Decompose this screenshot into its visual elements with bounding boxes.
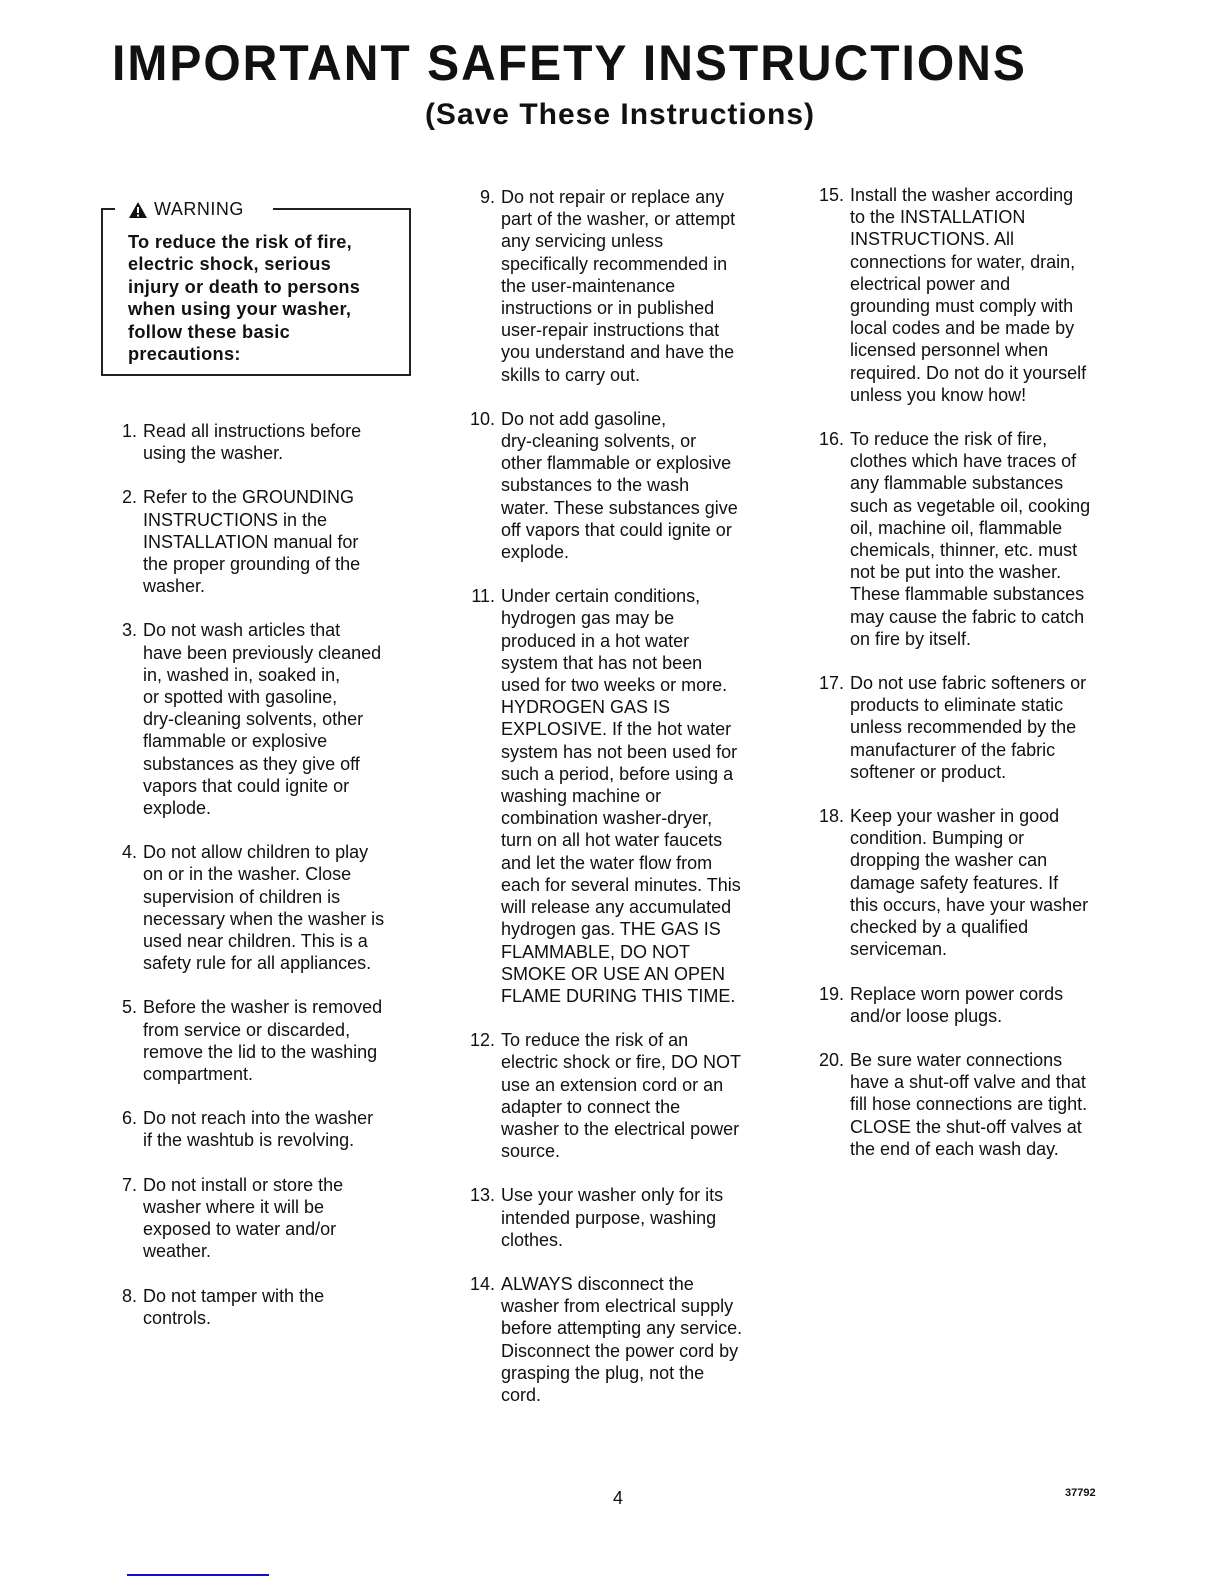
instruction-line: softener or product. <box>850 761 1007 782</box>
instruction-line: Do not reach into the washer <box>143 1108 374 1129</box>
instruction-line: hydrogen gas. THE GAS IS <box>501 919 721 940</box>
warning-triangle-icon <box>128 201 148 219</box>
instruction-line: grasping the plug, not the <box>501 1362 705 1383</box>
warning-line: To reduce the risk of fire, <box>128 232 353 252</box>
page-title: IMPORTANT SAFETY INSTRUCTIONS <box>112 35 1027 92</box>
instruction-line: remove the lid to the washing <box>143 1041 378 1062</box>
instruction-line: water. These substances give <box>501 497 738 518</box>
instruction-line: INSTRUCTIONS in the <box>143 509 328 530</box>
instruction-line: using the washer. <box>143 443 284 464</box>
instruction-line: washer from electrical supply <box>501 1296 734 1317</box>
instruction-line: INSTRUCTIONS. All <box>850 229 1015 250</box>
footer-rule <box>127 1574 269 1576</box>
instruction-number: 13. <box>469 1185 495 1206</box>
instruction-line: Use your washer only for its <box>501 1185 724 1206</box>
instruction-line: explode. <box>501 542 570 563</box>
instruction-line: substances as they give off <box>143 753 360 774</box>
instruction-number: 12. <box>469 1030 495 1051</box>
instruction-line: INSTALLATION manual for <box>143 531 359 552</box>
instruction-line: any servicing unless <box>501 231 664 252</box>
instruction-item <box>807 805 1127 960</box>
instruction-number: 2. <box>121 487 137 508</box>
instruction-line: Install the washer according <box>850 185 1074 205</box>
instruction-line: skills to carry out. <box>501 364 641 385</box>
instruction-line: weather. <box>143 1241 212 1262</box>
instruction-line: hydrogen gas may be <box>501 608 675 629</box>
warning-box-top-right-rule <box>273 208 411 210</box>
instruction-number: 5. <box>121 997 137 1018</box>
warning-line: when using your washer, <box>128 299 352 320</box>
instruction-line: have a shut-off valve and that <box>850 1072 1086 1093</box>
instruction-item <box>807 184 1127 406</box>
instruction-line: To reduce the risk of fire, <box>850 429 1048 450</box>
instruction-number: 8. <box>121 1285 137 1306</box>
instruction-line: products to eliminate static <box>850 695 1064 716</box>
instruction-line: washer where it will be <box>143 1196 325 1217</box>
instruction-text <box>143 1285 430 1329</box>
instruction-item <box>458 408 788 563</box>
instruction-line: FLAME DURING THIS TIME. <box>501 985 736 1006</box>
instruction-line: dropping the washer can <box>850 850 1048 871</box>
instruction-line: turn on all hot water faucets <box>501 830 723 851</box>
instruction-line: electric shock or fire, DO NOT <box>501 1052 742 1073</box>
instruction-text <box>143 1174 430 1263</box>
instruction-line: will release any accumulated <box>501 897 732 918</box>
instructions-column-2 <box>458 186 788 1428</box>
instruction-line: grounding must comply with <box>850 296 1074 317</box>
instruction-line: may cause the fabric to catch <box>850 606 1085 627</box>
instruction-number: 6. <box>121 1108 137 1129</box>
instruction-text <box>143 841 430 974</box>
instruction-text <box>501 408 788 563</box>
instruction-text <box>850 672 1127 783</box>
instruction-item <box>807 672 1127 783</box>
instruction-line: dry-cleaning solvents, other <box>143 709 364 730</box>
instruction-text <box>501 1273 788 1406</box>
instruction-item <box>110 619 430 819</box>
instruction-line: local codes and be made by <box>850 318 1075 339</box>
instruction-line: ALWAYS disconnect the <box>501 1273 694 1294</box>
instruction-line: required. Do not do it yourself <box>850 362 1087 383</box>
instruction-item <box>110 420 430 464</box>
instruction-line: licensed personnel when <box>850 340 1049 361</box>
instruction-item <box>110 996 430 1085</box>
instruction-text <box>143 1107 430 1151</box>
page-subtitle: (Save These Instructions) <box>424 98 816 131</box>
instruction-line: substances to the wash <box>501 475 690 496</box>
instruction-line: off vapors that could ignite or <box>501 519 732 540</box>
instruction-item <box>458 585 788 1007</box>
instruction-line: oil, machine oil, flammable <box>850 517 1063 538</box>
instruction-number: 14. <box>469 1273 495 1294</box>
instruction-line: Do not allow children to play <box>143 842 369 863</box>
instruction-item <box>110 841 430 974</box>
instruction-text <box>501 1184 788 1251</box>
instruction-line: this occurs, have your washer <box>850 894 1089 915</box>
instruction-line: source. <box>501 1141 561 1162</box>
instruction-item <box>807 1049 1127 1160</box>
instruction-number: 15. <box>818 185 844 205</box>
instructions-column-3 <box>807 184 1127 1182</box>
instruction-line: each for several minutes. This <box>501 874 741 895</box>
instruction-item <box>110 1285 430 1329</box>
instruction-line: Under certain conditions, <box>501 586 701 607</box>
instruction-text <box>501 186 788 386</box>
instruction-line: have been previously cleaned <box>143 642 382 663</box>
instruction-text <box>501 1029 788 1162</box>
instruction-line: system that has not been <box>501 652 703 673</box>
instruction-line: the proper grounding of the <box>143 554 361 575</box>
instruction-line: vapors that could ignite or <box>143 775 350 796</box>
warning-line: electric shock, serious <box>128 254 332 275</box>
instruction-line: Before the washer is removed <box>143 997 383 1018</box>
instruction-text <box>143 420 430 464</box>
instruction-line: checked by a qualified <box>850 917 1029 938</box>
instruction-line: intended purpose, washing <box>501 1207 717 1228</box>
instruction-line: damage safety features. If <box>850 872 1059 893</box>
instruction-line: Disconnect the power cord by <box>501 1340 739 1361</box>
instruction-line: condition. Bumping or <box>850 828 1025 849</box>
instruction-item <box>110 1107 430 1151</box>
instruction-text <box>850 428 1127 650</box>
instruction-line: you understand and have the <box>501 342 735 363</box>
warning-label: WARNING <box>154 199 244 219</box>
instruction-text <box>850 983 1127 1027</box>
instruction-line: part of the washer, or attempt <box>501 209 736 230</box>
instruction-line: instructions or in published <box>501 298 715 319</box>
warning-text <box>128 231 403 365</box>
warning-line: follow these basic <box>128 321 291 342</box>
instruction-line: or spotted with gasoline, <box>143 687 338 708</box>
instruction-number: 3. <box>121 620 137 641</box>
instruction-line: such as vegetable oil, cooking <box>850 495 1091 516</box>
instruction-line: Be sure water connections <box>850 1049 1063 1070</box>
instruction-number: 17. <box>818 673 844 694</box>
instruction-line: necessary when the washer is <box>143 908 385 929</box>
instruction-line: Do not use fabric softeners or <box>850 673 1087 694</box>
warning-line: injury or death to persons <box>128 276 361 297</box>
instruction-line: connections for water, drain, <box>850 251 1076 272</box>
instruction-line: explode. <box>143 798 212 819</box>
instruction-line: Do not repair or replace any <box>501 187 725 207</box>
instruction-line: supervision of children is <box>143 886 341 907</box>
instruction-line: These flammable substances <box>850 584 1085 605</box>
instruction-line: manufacturer of the fabric <box>850 739 1056 760</box>
instruction-item <box>807 428 1127 650</box>
instruction-line: Do not tamper with the <box>143 1285 325 1306</box>
instruction-line: other flammable or explosive <box>501 453 732 474</box>
warning-line: precautions: <box>128 344 241 365</box>
instruction-text <box>850 184 1127 406</box>
instruction-line: safety rule for all appliances. <box>143 953 372 974</box>
instructions-column-1 <box>110 420 430 1351</box>
instruction-text <box>850 1049 1127 1160</box>
instruction-line: from service or discarded, <box>143 1019 351 1040</box>
instruction-line: washer. <box>143 576 206 597</box>
instruction-line: not be put into the washer. <box>850 562 1062 583</box>
instruction-line: HYDROGEN GAS IS <box>501 697 671 718</box>
instruction-line: the end of each wash day. <box>850 1138 1059 1159</box>
instruction-number: 16. <box>818 429 844 450</box>
instruction-line: chemicals, thinner, etc. must <box>850 540 1078 561</box>
instruction-line: washer to the electrical power <box>501 1118 740 1139</box>
instruction-line: before attempting any service. <box>501 1318 743 1339</box>
instruction-item <box>458 1184 788 1251</box>
instruction-line: SMOKE OR USE AN OPEN <box>501 963 726 984</box>
instruction-line: the user-maintenance <box>501 275 676 296</box>
instruction-line: in, washed in, soaked in, <box>143 664 341 685</box>
instruction-line: serviceman. <box>850 939 948 960</box>
instruction-line: and/or loose plugs. <box>850 1005 1003 1026</box>
instruction-item <box>458 1029 788 1162</box>
instruction-line: exposed to water and/or <box>143 1219 337 1240</box>
instruction-line: system has not been used for <box>501 741 738 762</box>
instruction-number: 4. <box>121 842 137 863</box>
instruction-number: 20. <box>818 1049 844 1070</box>
instruction-line: Do not add gasoline, <box>501 408 667 429</box>
instruction-text <box>501 585 788 1007</box>
instruction-line: user-repair instructions that <box>501 320 720 341</box>
instruction-line: cord. <box>501 1384 542 1405</box>
instruction-line: electrical power and <box>850 273 1011 294</box>
instruction-line: adapter to connect the <box>501 1096 681 1117</box>
instruction-line: controls. <box>143 1307 212 1328</box>
instruction-line: Replace worn power cords <box>850 983 1064 1004</box>
instruction-number: 19. <box>818 983 844 1004</box>
instruction-line: use an extension cord or an <box>501 1074 724 1095</box>
instruction-number: 1. <box>121 421 137 441</box>
instruction-number: 11. <box>471 586 495 607</box>
instruction-text <box>850 805 1127 960</box>
instruction-line: any flammable substances <box>850 473 1064 494</box>
instruction-line: on or in the washer. Close <box>143 864 352 885</box>
instruction-line: if the washtub is revolving. <box>143 1130 355 1151</box>
warning-heading <box>128 199 244 220</box>
instruction-line: Do not wash articles that <box>143 620 341 641</box>
instruction-item <box>110 486 430 597</box>
instruction-number: 7. <box>121 1174 137 1195</box>
instruction-line: unless recommended by the <box>850 717 1077 738</box>
instruction-line: such a period, before using a <box>501 763 734 784</box>
warning-box-top-left-rule <box>101 208 115 210</box>
instruction-line: Refer to the GROUNDING <box>143 487 355 508</box>
instruction-line: and let the water flow from <box>501 852 713 873</box>
instruction-line: clothes. <box>501 1229 564 1250</box>
instruction-line: Keep your washer in good <box>850 806 1060 827</box>
instruction-number: 18. <box>818 806 844 827</box>
instruction-line: used near children. This is a <box>143 931 368 952</box>
instruction-line: dry-cleaning solvents, or <box>501 431 697 452</box>
instruction-line: washing machine or <box>501 786 662 807</box>
instruction-line: FLAMMABLE, DO NOT <box>501 941 691 962</box>
instruction-item <box>458 186 788 386</box>
instruction-line: combination washer-dryer, <box>501 808 713 829</box>
instruction-line: Read all instructions before <box>143 421 362 441</box>
instruction-line: on fire by itself. <box>850 628 972 649</box>
instruction-number: 9. <box>479 187 495 207</box>
instruction-item <box>807 983 1127 1027</box>
instruction-line: compartment. <box>143 1064 254 1085</box>
instruction-line: specifically recommended in <box>501 253 728 274</box>
instruction-line: fill hose connections are tight. <box>850 1094 1088 1115</box>
instruction-line: used for two weeks or more. <box>501 675 728 696</box>
instruction-line: unless you know how! <box>850 384 1027 405</box>
instruction-text <box>143 486 430 597</box>
document-code: 37792 <box>1065 1487 1096 1499</box>
instruction-item <box>110 1174 430 1263</box>
instruction-line: EXPLOSIVE. If the hot water <box>501 719 732 740</box>
instruction-line: clothes which have traces of <box>850 451 1077 472</box>
page-number: 4 <box>613 1488 624 1508</box>
instruction-line: To reduce the risk of an <box>501 1030 689 1051</box>
instruction-text <box>143 996 430 1085</box>
instruction-line: to the INSTALLATION <box>850 207 1026 228</box>
instruction-line: Do not install or store the <box>143 1174 344 1195</box>
instruction-line: flammable or explosive <box>143 731 328 752</box>
instruction-item <box>458 1273 788 1406</box>
instruction-line: CLOSE the shut-off valves at <box>850 1116 1082 1137</box>
instruction-number: 10. <box>469 408 495 429</box>
instruction-text <box>143 619 430 819</box>
instruction-line: produced in a hot water <box>501 630 690 651</box>
